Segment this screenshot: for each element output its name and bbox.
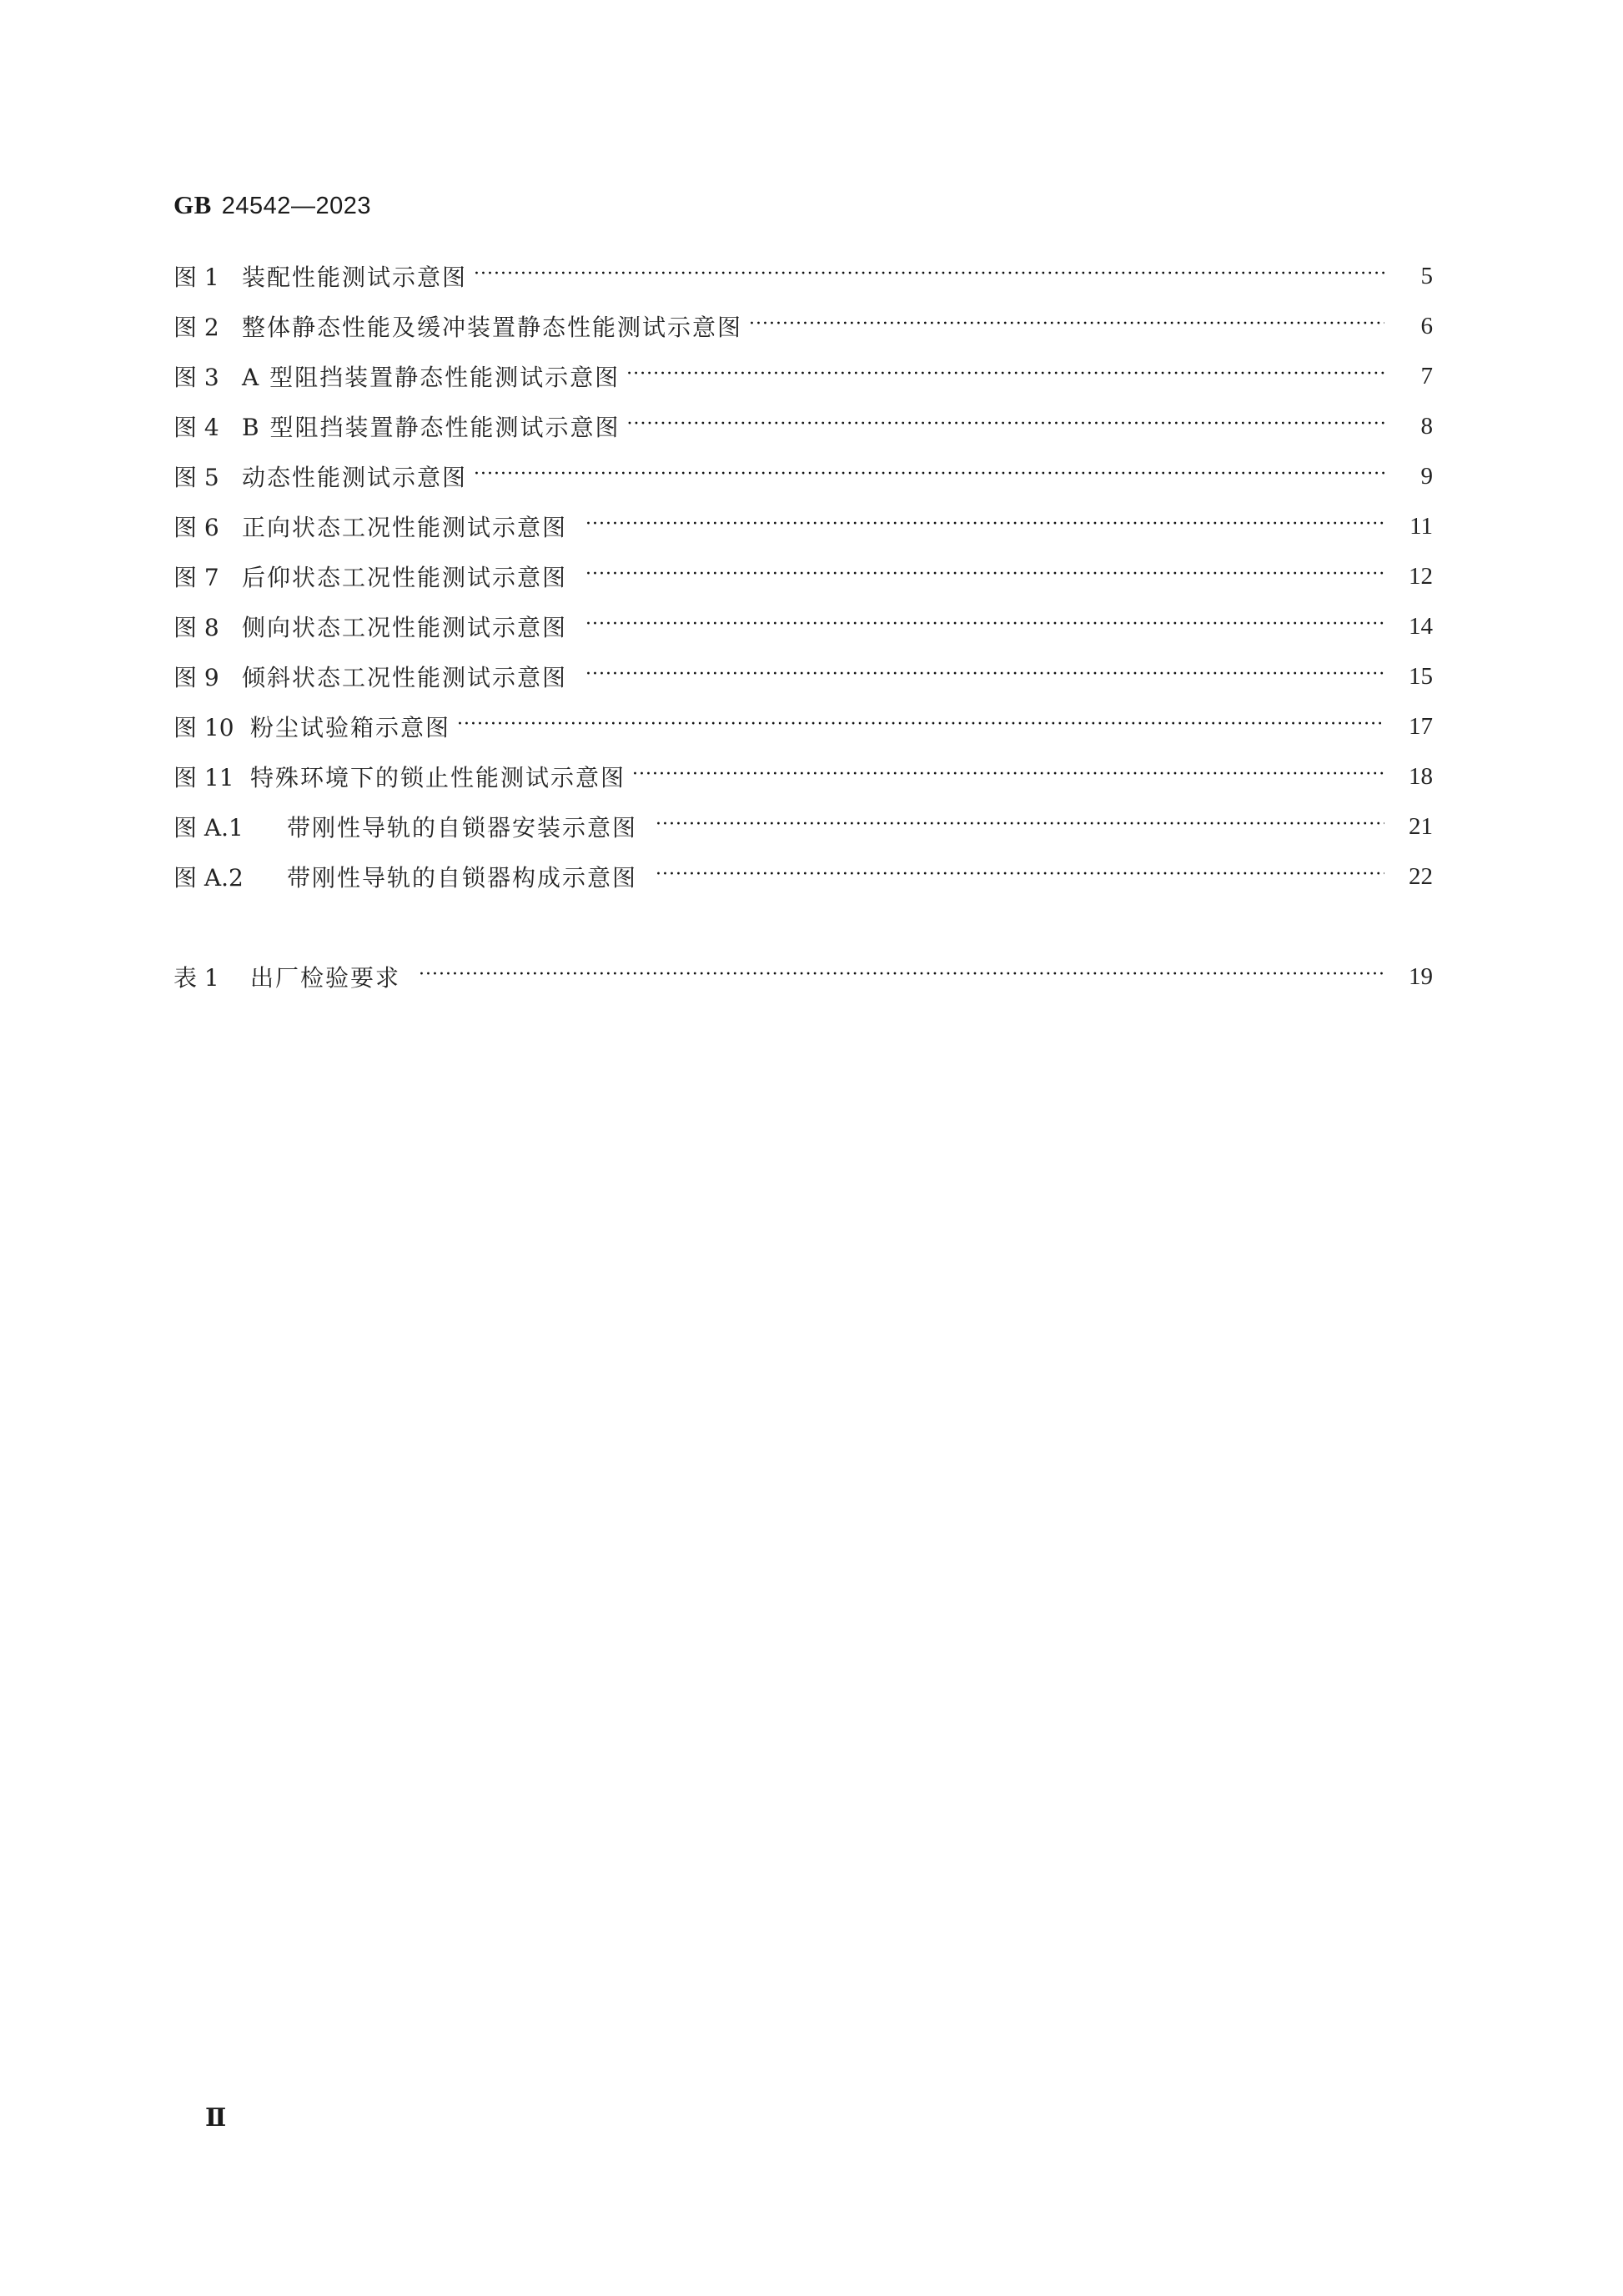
dot-leader [585, 515, 1384, 534]
toc-entry-page: 11 [1409, 512, 1433, 540]
page-number: Ⅱ [205, 2104, 227, 2132]
toc-entry-label: 图 11 [173, 764, 234, 791]
toc-entry-page: 12 [1409, 562, 1433, 590]
dot-leader [632, 766, 1384, 784]
dot-leader [656, 866, 1384, 884]
dot-leader [656, 816, 1384, 834]
toc-entry-page: 9 [1420, 462, 1433, 490]
toc-entry-page: 15 [1409, 662, 1433, 690]
toc-entry-title: 装配性能测试示意图 [242, 264, 468, 291]
toc-entry-page: 8 [1420, 412, 1433, 440]
toc-entry-title: 动态性能测试示意图 [242, 464, 468, 491]
toc-entry-page: 18 [1409, 762, 1433, 790]
dot-leader [626, 415, 1384, 434]
toc-entry-table-1[interactable] [173, 960, 1433, 993]
toc-entry-title: 整体静态性能及缓冲装置静态性能测试示意图 [242, 314, 743, 341]
toc-entry-figure-a2[interactable] [173, 860, 1433, 893]
dot-leader [474, 265, 1384, 284]
toc-entry-title: 后仰状态工况性能测试示意图 [242, 564, 568, 591]
dot-leader [419, 966, 1384, 984]
toc-entry-page: 7 [1420, 362, 1433, 389]
toc-entry-label: 图 4 [173, 414, 219, 441]
toc-entry-title: 带刚性导轨的自锁器安装示意图 [287, 814, 638, 842]
toc-entry-label: 图 9 [173, 664, 219, 691]
toc-entry-page: 17 [1409, 712, 1433, 740]
toc-entry-figure-5[interactable] [173, 460, 1433, 493]
toc-entry-title: B 型阻挡装置静态性能测试示意图 [242, 414, 621, 441]
toc-entry-figure-8[interactable] [173, 610, 1433, 643]
toc-entry-page: 6 [1420, 312, 1433, 339]
standard-header [173, 190, 371, 220]
toc-entry-label: 图 8 [173, 614, 219, 641]
toc-entry-page: 22 [1409, 862, 1433, 890]
toc-entry-title: 特殊环境下的锁止性能测试示意图 [250, 764, 626, 791]
toc-entry-label: 图 A.2 [173, 864, 244, 892]
toc-entry-title: 粉尘试验箱示意图 [250, 714, 451, 741]
toc-entry-figure-4[interactable] [173, 409, 1433, 443]
toc-entry-figure-2[interactable] [173, 309, 1433, 343]
toc-entry-label: 图 10 [173, 714, 234, 741]
toc-entry-page: 21 [1409, 812, 1433, 840]
standard-prefix: GB [173, 190, 212, 219]
toc-entry-figure-1[interactable] [173, 259, 1433, 293]
toc-entry-label: 图 A.1 [173, 814, 244, 842]
toc-entry-figure-a1[interactable] [173, 810, 1433, 843]
toc-entry-figure-6[interactable] [173, 510, 1433, 543]
toc-entry-figure-9[interactable] [173, 660, 1433, 693]
toc-entry-label: 图 5 [173, 464, 219, 491]
toc-entry-label: 表 1 [173, 964, 219, 992]
dot-leader [585, 666, 1384, 684]
toc-entry-figure-3[interactable] [173, 359, 1433, 393]
toc-entry-title: 侧向状态工况性能测试示意图 [242, 614, 568, 641]
toc-entry-label: 图 7 [173, 564, 219, 591]
toc-entry-label: 图 1 [173, 264, 219, 291]
toc-entry-figure-7[interactable] [173, 560, 1433, 593]
standard-number: 24542—2023 [221, 193, 371, 219]
dot-leader [457, 716, 1384, 734]
dot-leader [585, 615, 1384, 634]
toc-entry-title: 带刚性导轨的自锁器构成示意图 [287, 864, 638, 892]
toc-entry-title: A 型阻挡装置静态性能测试示意图 [242, 364, 621, 391]
toc-entry-page: 19 [1409, 962, 1433, 990]
toc-entry-figure-10[interactable] [173, 710, 1433, 743]
toc-entry-figure-11[interactable] [173, 760, 1433, 793]
toc-entry-label: 图 3 [173, 364, 219, 391]
toc-entry-label: 图 6 [173, 514, 219, 541]
dot-leader [474, 465, 1384, 484]
toc-entry-page: 5 [1420, 262, 1433, 289]
toc-entry-page: 14 [1409, 612, 1433, 640]
dot-leader [585, 565, 1384, 584]
toc-entry-title: 倾斜状态工况性能测试示意图 [242, 664, 568, 691]
dot-leader [626, 365, 1384, 384]
toc-entry-title: 正向状态工况性能测试示意图 [242, 514, 568, 541]
toc-entry-label: 图 2 [173, 314, 219, 341]
dot-leader [749, 315, 1384, 334]
toc-entry-title: 出厂检验要求 [250, 964, 401, 992]
